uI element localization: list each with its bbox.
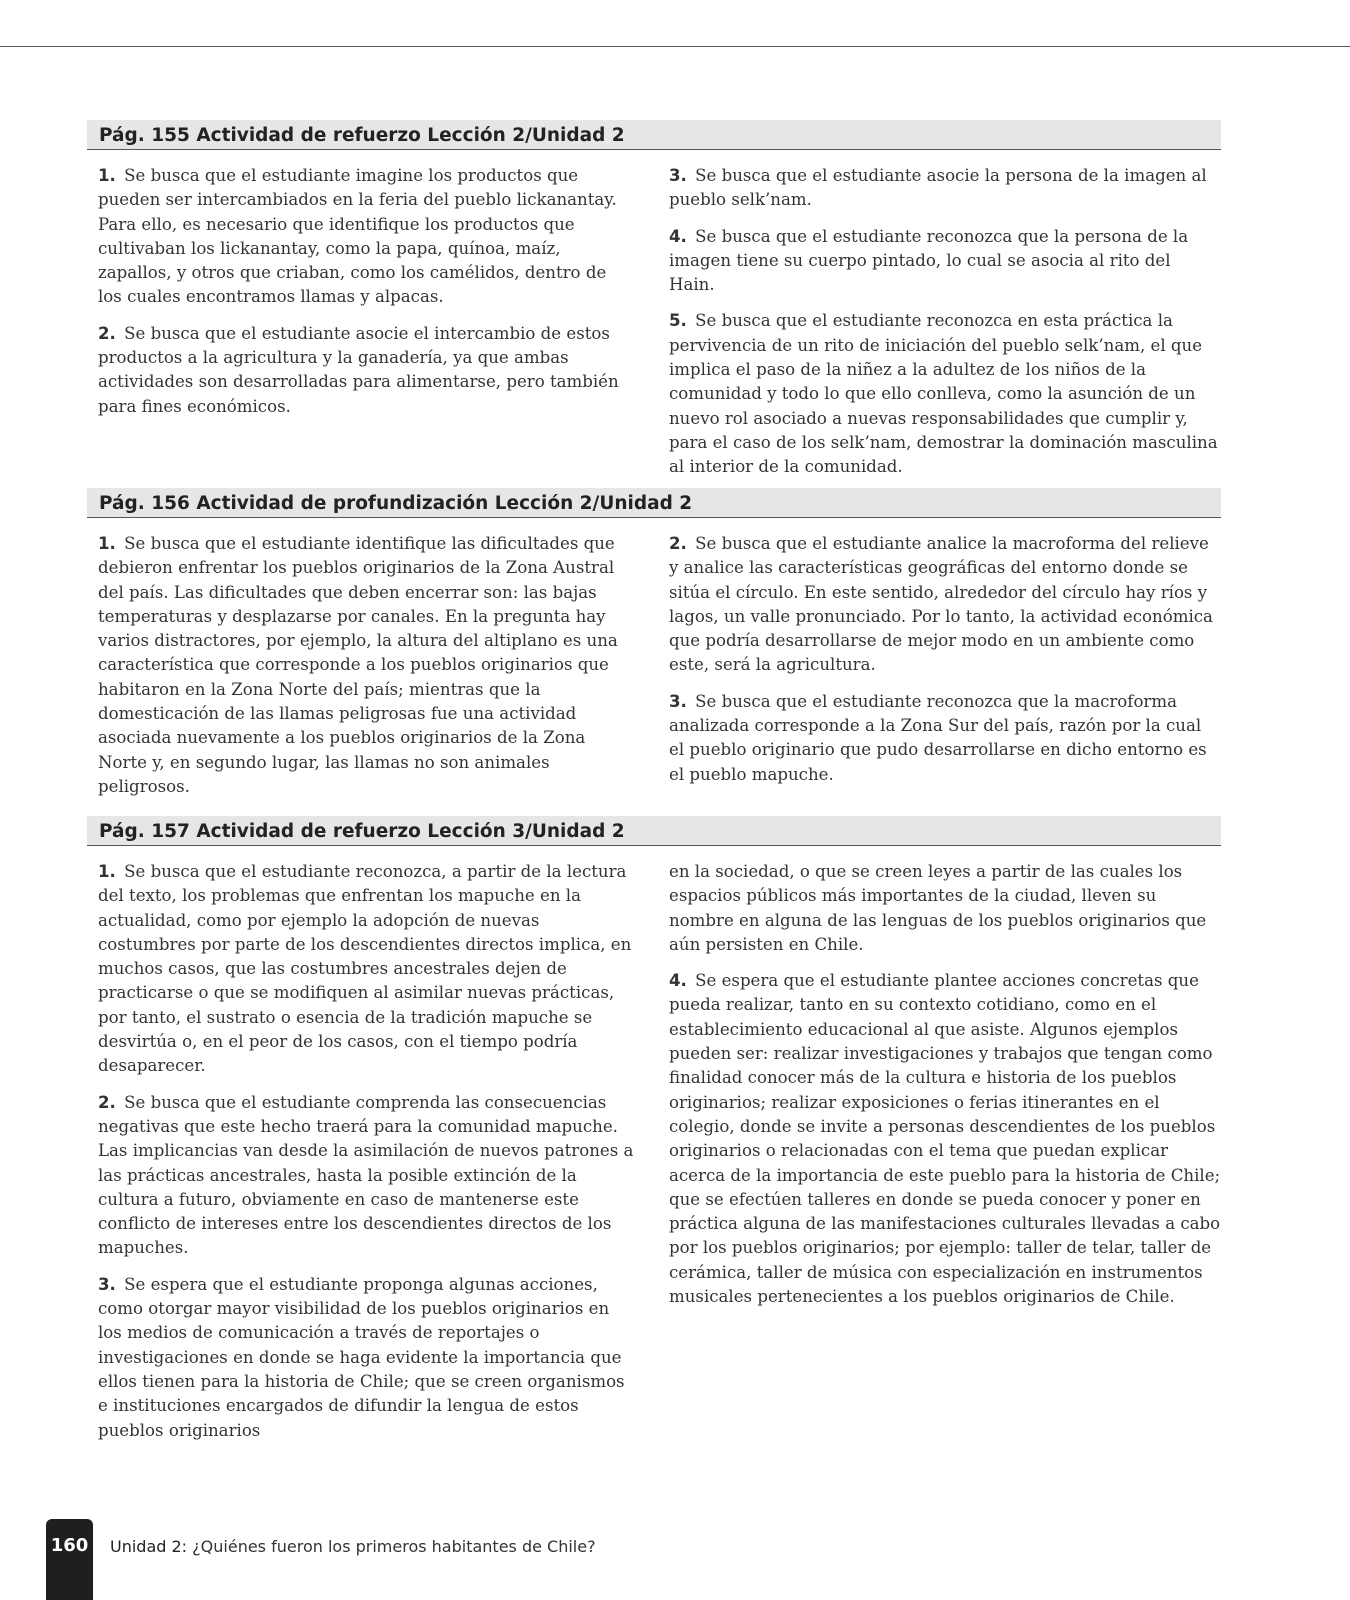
answer-paragraph (98, 164, 635, 310)
answer-number: 4. (669, 971, 687, 991)
section-pag-156 (87, 488, 1221, 811)
answer-text: Se busca que el estudiante identifique las dificultades que debieron enfrentar los pueblos originarios de la Zona Austral del país. Las dificultades que deben encerrar son: las bajas temperaturas y desplazarse por canales. En la pregunta hay varios distractores, por ejemplo, la altura del altiplano es una característica que corresponde a los pueblos originarios que habitaron en la Zona Norte del país; mientras que la domesticación de las llamas peligrosas fue una actividad asociada nuevamente a los pueblos originarios de la Zona Norte y, en segundo lugar, las llamas no son animales peligrosos. (98, 534, 618, 796)
left-column (87, 532, 635, 811)
section-header: Pág. 157 Actividad de refuerzo Lección 3/Unidad 2 (87, 816, 1221, 846)
answer-text: Se espera que el estudiante plantee acciones concretas que pueda realizar, tanto en su contexto cotidiano, como en el establecimiento educacional al que asiste. Algunos ejemplos pueden ser: realizar investigaciones y trabajos que tengan como finalidad conocer más de la cultura e historia de los pueblos originarios; realizar exposiciones o ferias itinerantes en el colegio, donde se invite a personas descendientes de los pueblos originarios o relacionadas con el tema que puedan explicar acerca de la importancia de este pueblo para la historia de Chile; que se efectúen talleres en donde se pueda conocer y poner en práctica alguna de las manifestaciones culturales llevadas a cabo por los pueblos originarios; por ejemplo: taller de telar, taller de cerámica, taller de música con especialización en instrumentos musicales pertenecientes a los pueblos originarios de Chile. (669, 971, 1221, 1307)
answer-paragraph (98, 322, 635, 419)
answer-number: 3. (669, 166, 687, 185)
footer-unit-label: Unidad 2: (110, 1537, 188, 1556)
answer-text: Se busca que el estudiante analice la macroforma del relieve y analice las características geográficas del entorno donde se sitúa el círculo. En este sentido, alrededor del círculo hay ríos y lagos, un valle pronunciado. Por lo tanto, la actividad económica que podría desarrollarse de mejor modo en un ambiente como este, será la agricultura. (669, 534, 1213, 675)
answer-paragraph (98, 860, 635, 1079)
answer-paragraph (669, 309, 1221, 479)
section-header: Pág. 155 Actividad de refuerzo Lección 2/Unidad 2 (87, 120, 1221, 150)
running-footer (110, 1537, 596, 1556)
answer-number: 2. (669, 534, 687, 553)
section-pag-157 (87, 816, 1221, 1455)
section-header: Pág. 156 Actividad de profundización Lección 2/Unidad 2 (87, 488, 1221, 518)
answer-paragraph-continued (669, 860, 1221, 957)
answer-paragraph (669, 225, 1221, 298)
answer-paragraph (98, 1273, 635, 1443)
answer-text: Se busca que el estudiante imagine los productos que pueden ser intercambiados en la feria del pueblo lickanantay. Para ello, es necesario que identifique los productos que cultivaban los lickanantay, como la papa, quínoa, maíz, zapallos, y otros que criaban, como los camélidos, dentro de los cuales encontramos llamas y alpacas. (98, 166, 617, 307)
page-number-tab (46, 1519, 93, 1600)
answer-number: 1. (98, 166, 116, 185)
answer-number: 2. (98, 323, 116, 343)
answer-number: 1. (98, 534, 116, 553)
page-number: 160 (50, 1535, 89, 1556)
answer-text: Se busca que el estudiante asocie la persona de la imagen al pueblo selk’nam. (669, 166, 1207, 210)
top-rule (0, 46, 1350, 47)
right-column (669, 532, 1221, 811)
answer-paragraph (669, 969, 1221, 1309)
answer-number: 5. (669, 311, 687, 331)
answer-paragraph (98, 1091, 635, 1261)
answer-number: 1. (98, 862, 116, 881)
answer-paragraph (669, 164, 1221, 213)
left-column (87, 860, 635, 1455)
answer-paragraph (669, 690, 1221, 787)
answer-number: 3. (669, 691, 687, 711)
answer-text: en la sociedad, o que se creen leyes a partir de las cuales los espacios públicos más importantes de la ciudad, lleven su nombre en alguna de las lenguas de los pueblos originarios que aún persisten en Chile. (669, 862, 1207, 954)
answer-number: 2. (98, 1092, 116, 1112)
footer-unit-title: ¿Quiénes fueron los primeros habitantes de Chile? (192, 1537, 596, 1556)
answer-text: Se busca que el estudiante reconozca que la persona de la imagen tiene su cuerpo pintado, lo cual se asocia al rito del Hain. (669, 226, 1189, 295)
answer-number: 3. (98, 1274, 116, 1294)
answer-paragraph (98, 532, 635, 799)
answer-text: Se busca que el estudiante comprenda las consecuencias negativas que este hecho traerá para la comunidad mapuche. Las implicancias van desde la asimilación de nuevos patrones a las prácticas ancestrales, hasta la posible extinción de la cultura a futuro, obviamente en caso de mantenerse este conflicto de intereses entre los descendientes directos de los mapuches. (98, 1092, 634, 1258)
answer-text: Se busca que el estudiante reconozca, a partir de la lectura del texto, los problemas que enfrentan los mapuche en la actualidad, como por ejemplo la adopción de nuevas costumbres por parte de los descendientes directos implica, en muchos casos, que las costumbres ancestrales dejen de practicarse o que se modifiquen al asimilar nuevas prácticas, por tanto, el sustrato o esencia de la tradición mapuche se desvirtúa o, en el peor de los casos, con el tiempo podría desaparecer. (98, 862, 632, 1076)
answer-text: Se busca que el estudiante reconozca en esta práctica la pervivencia de un rito de iniciación del pueblo selk’nam, el que implica el paso de la niñez a la adultez de los niños de la comunidad y todo lo que ello conlleva, como la asunción de un nuevo rol asociado a nuevas responsabilidades que cumplir y, para el caso de los selk’nam, demostrar la dominación masculina al interior de la comunidad. (669, 311, 1218, 477)
answer-text: Se busca que el estudiante reconozca que la macroforma analizada corresponde a la Zona Sur del país, razón por la cual el pueblo originario que pudo desarrollarse en dicho entorno es el pueblo mapuche. (669, 691, 1207, 784)
left-column (87, 164, 635, 492)
right-column (669, 860, 1221, 1455)
answer-paragraph (669, 532, 1221, 678)
answer-text: Se espera que el estudiante proponga algunas acciones, como otorgar mayor visibilidad de los pueblos originarios en los medios de comunicación a través de reportajes o investigaciones en donde se haga evidente la importancia que ellos tienen para la historia de Chile; que se creen organismos e instituciones encargados de difundir la lengua de estos pueblos originarios (98, 1274, 625, 1440)
right-column (669, 164, 1221, 492)
answer-number: 4. (669, 226, 687, 246)
section-pag-155 (87, 120, 1221, 492)
answer-text: Se busca que el estudiante asocie el intercambio de estos productos a la agricultura y la ganadería, ya que ambas actividades son desarrolladas para alimentarse, pero también para fines económicos. (98, 323, 619, 416)
